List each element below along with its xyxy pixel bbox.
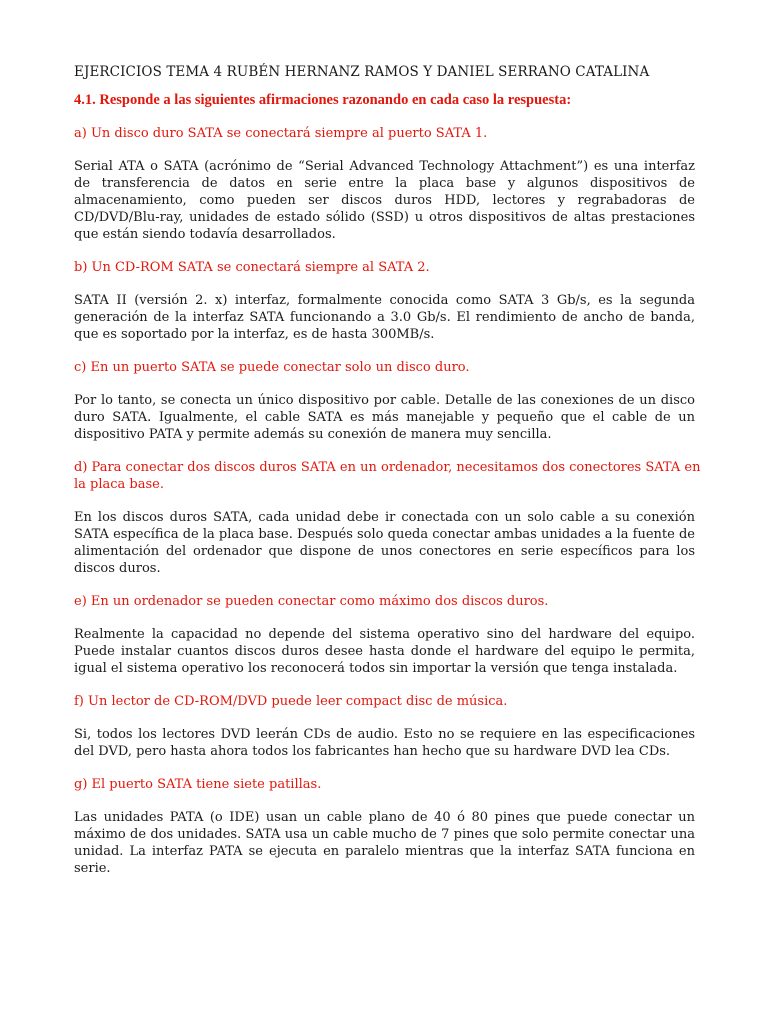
document-title: EJERCICIOS TEMA 4 RUBÉN HERNANZ RAMOS Y DANIEL SERRANO CATALINA bbox=[74, 64, 650, 80]
answer-c: Por lo tanto, se conecta un único dispositivo por cable. Detalle de las conexiones de un disco duro SATA. Igualmente, el cable SATA es más manejable y pequeño que el cable de un dispositivo PATA y permite además su conexión de manera muy sencilla. bbox=[74, 393, 695, 442]
question-d-line-2: la placa base. bbox=[74, 477, 165, 492]
question-d-line-1: d) Para conectar dos discos duros SATA en un ordenador, necesitamos dos conectores SATA en bbox=[74, 460, 701, 475]
question-a: a) Un disco duro SATA se conectará siempre al puerto SATA 1. bbox=[74, 126, 488, 141]
question-b: b) Un CD-ROM SATA se conectará siempre al SATA 2. bbox=[74, 260, 430, 275]
answer-e: Realmente la capacidad no depende del sistema operativo sino del hardware del equipo. Puede instalar cuantos discos duros desee hasta donde el hardware del equipo le permita, igual el sistema operativo los reconocerá todos sin importar la versión que tenga instalada. bbox=[74, 627, 695, 676]
question-e: e) En un ordenador se pueden conectar como máximo dos discos duros. bbox=[74, 594, 549, 609]
question-f: f) Un lector de CD-ROM/DVD puede leer compact disc de música. bbox=[74, 694, 508, 709]
answer-a: Serial ATA o SATA (acrónimo de “Serial Advanced Technology Attachment”) es una interfaz de transferencia de datos en serie entre la placa base y algunos dispositivos de almacenamiento, como pueden ser discos duros HDD, lectores y regrabadoras de CD/DVD/Blu-ray, unidades de estado sólido (SSD) u otros dispositivos de altas prestaciones que están siendo todavía desarrollados. bbox=[74, 159, 695, 242]
document-body bbox=[74, 64, 701, 893]
answer-f: Si, todos los lectores DVD leerán CDs de audio. Esto no se requiere en las especificaciones del DVD, pero hasta ahora todos los fabricantes han hecho que su hardware DVD lea CDs. bbox=[74, 727, 695, 759]
answer-g: Las unidades PATA (o IDE) usan un cable plano de 40 ó 80 pines que puede conectar un máximo de dos unidades. SATA usa un cable mucho de 7 pines que solo permite conectar una unidad. La interfaz PATA se ejecuta en paralelo mientras que la interfaz SATA funciona en serie. bbox=[74, 810, 695, 876]
question-d bbox=[74, 459, 701, 493]
section-heading: 4.1. Responde a las siguientes afirmaciones razonando en cada caso la respuesta: bbox=[74, 92, 572, 108]
answer-d: En los discos duros SATA, cada unidad debe ir conectada con un solo cable a su conexión SATA específica de la placa base. Después solo queda conectar ambas unidades a la fuente de alimentación del ordenador que dispone de unos conectores en serie específicos para los discos duros. bbox=[74, 510, 695, 576]
question-c: c) En un puerto SATA se puede conectar solo un disco duro. bbox=[74, 360, 470, 375]
question-g: g) El puerto SATA tiene siete patillas. bbox=[74, 777, 322, 792]
answer-b: SATA II (versión 2. x) interfaz, formalmente conocida como SATA 3 Gb/s, es la segunda generación de la interfaz SATA funcionando a 3.0 Gb/s. El rendimiento de ancho de banda, que es soportado por la interfaz, es de hasta 300MB/s. bbox=[74, 293, 695, 342]
